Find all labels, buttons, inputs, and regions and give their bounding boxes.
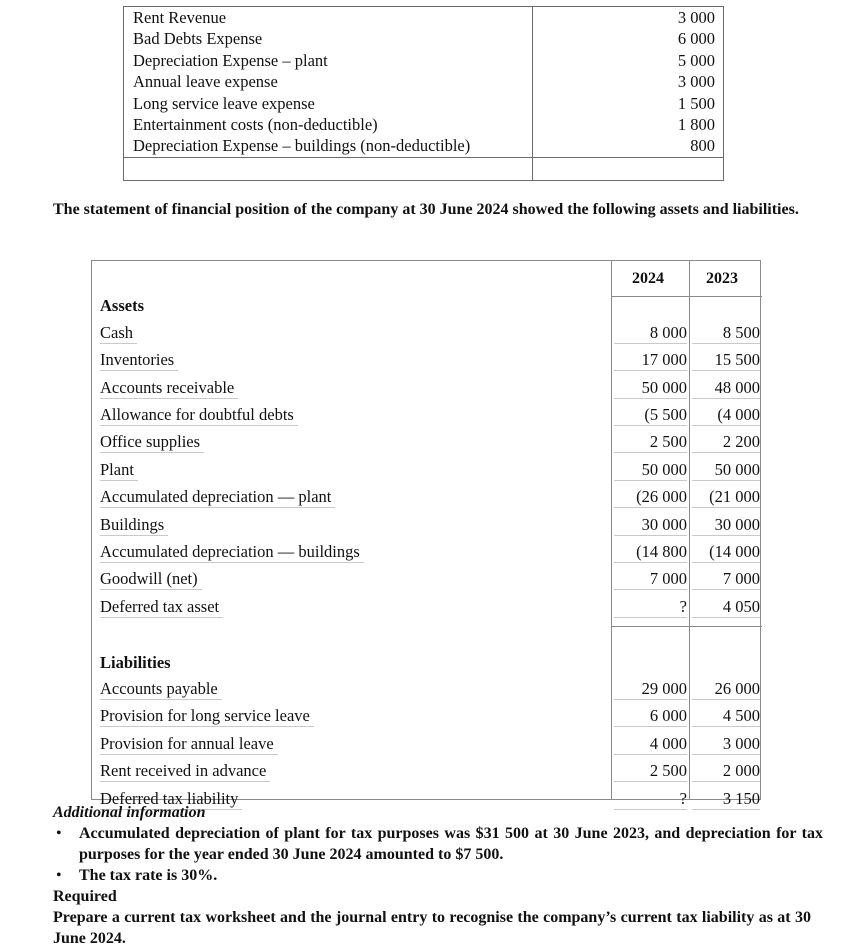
table-row: [92, 483, 762, 510]
table-row: [92, 729, 762, 756]
value-2023: (21 000: [692, 487, 760, 508]
value-2023: 26 000: [692, 679, 760, 700]
expense-values-cell: [533, 7, 724, 158]
expense-value: 1 500: [677, 93, 715, 113]
value-2024: 8 000: [614, 323, 687, 344]
table-row: [92, 455, 762, 482]
value-2024: (5 500: [614, 405, 687, 426]
table-row: [92, 565, 762, 592]
value-2024: 29 000: [614, 679, 687, 700]
value-2024: ?: [614, 789, 687, 810]
row-label: Accumulated depreciation — plant: [100, 487, 335, 508]
bullet-icon: •: [56, 867, 62, 884]
task-text: Prepare a current tax worksheet and the journal entry to recognise the company’s current tax liability as at 30 June 2024.: [53, 909, 811, 947]
row-label: Accounts receivable: [100, 378, 238, 399]
value-2024: 30 000: [614, 515, 687, 536]
value-2024: 7 000: [614, 569, 687, 590]
value-2024: 4 000: [614, 734, 687, 755]
value-2024: ?: [614, 597, 687, 618]
bullet-item: [53, 823, 823, 865]
expense-value: 6 000: [677, 29, 715, 49]
section-heading-row: [92, 291, 762, 318]
table-row: [92, 318, 762, 345]
row-label: Goodwill (net): [100, 569, 202, 590]
value-2023: 50 000: [692, 460, 760, 481]
blank-row: [92, 620, 762, 647]
expense-value: 5 000: [677, 50, 715, 70]
row-label: Accounts payable: [100, 679, 222, 700]
column-header-2024: 2024: [632, 270, 664, 287]
bullet-icon: •: [56, 825, 62, 842]
column-header-2023: 2023: [706, 270, 738, 287]
value-2024: 50 000: [614, 378, 687, 399]
row-label: Buildings: [100, 515, 168, 536]
row-label: Allowance for doubtful debts: [100, 405, 298, 426]
expense-label: Entertainment costs (non-deductible): [133, 114, 378, 134]
row-label: Inventories: [100, 350, 178, 371]
expense-label: Rent Revenue: [133, 8, 227, 27]
value-2023: (4 000: [692, 405, 760, 426]
required-label: Required: [53, 888, 117, 905]
table-row: [92, 510, 762, 537]
table-row: [92, 675, 762, 702]
empty-cell: [533, 157, 724, 180]
value-2023: 48 000: [692, 378, 760, 399]
additional-info-heading: Additional information: [53, 804, 206, 821]
table-row: [92, 702, 762, 729]
expense-value: 3 000: [677, 8, 715, 27]
value-2023: 2 200: [692, 432, 760, 453]
value-2024: 50 000: [614, 460, 687, 481]
table-row: [92, 373, 762, 400]
row-label: Office supplies: [100, 432, 204, 453]
value-2023: 15 500: [692, 350, 760, 371]
value-2024: 17 000: [614, 350, 687, 371]
row-label: Accumulated depreciation — buildings: [100, 542, 364, 563]
section-heading: Liabilities: [100, 652, 171, 672]
expense-label: Annual leave expense: [133, 72, 278, 92]
value-2023: 4 050: [692, 597, 760, 618]
expense-value: 1 800: [677, 114, 715, 134]
value-2024: 2 500: [614, 432, 687, 453]
value-2023: 8 500: [692, 323, 760, 344]
expense-table: [123, 6, 724, 181]
value-2024: (26 000: [614, 487, 687, 508]
value-2023: (14 000: [692, 542, 760, 563]
intro-paragraph: The statement of financial position of the company at 30 June 2024 showed the following assets and liabilities.: [53, 201, 799, 218]
table-row: [92, 346, 762, 373]
table-row: [92, 592, 762, 619]
value-2024: 6 000: [614, 706, 687, 727]
value-2023: 7 000: [692, 569, 760, 590]
bullet-text: Accumulated depreciation of plant for tax purposes was $31 500 at 30 June 2023, and depreciation for tax purposes for the year ended 30 June 2024 amounted to $7 500.: [79, 825, 823, 863]
value-2024: 2 500: [614, 761, 687, 782]
value-2023: 3 150: [692, 789, 760, 810]
value-2023: 30 000: [692, 515, 760, 536]
table-row: [92, 428, 762, 455]
row-label: Provision for annual leave: [100, 734, 278, 755]
balance-sheet-table: [91, 260, 761, 808]
value-2023: 4 500: [692, 706, 760, 727]
expense-label: Long service leave expense: [133, 93, 315, 113]
row-label: Plant: [100, 460, 138, 481]
value-2023: 2 000: [692, 761, 760, 782]
expense-label: Depreciation Expense – buildings (non-deductible): [133, 136, 471, 156]
additional-information: [53, 802, 823, 949]
empty-cell: [124, 157, 533, 180]
expense-label: Bad Debts Expense: [133, 29, 263, 49]
row-label: Provision for long service leave: [100, 706, 314, 727]
row-label: Deferred tax asset: [100, 597, 223, 618]
row-label: Rent received in advance: [100, 761, 270, 782]
section-heading: Assets: [100, 296, 144, 316]
expense-value: 800: [690, 136, 715, 156]
table-row: [92, 401, 762, 428]
bullet-text: The tax rate is 30%.: [79, 867, 218, 884]
value-2024: (14 800: [614, 542, 687, 563]
expense-label: Depreciation Expense – plant: [133, 50, 328, 70]
bullet-item: [53, 865, 823, 886]
value-2023: 3 000: [692, 734, 760, 755]
row-label: Deferred tax liability: [100, 789, 242, 810]
expense-value: 3 000: [677, 72, 715, 92]
table-row: [92, 757, 762, 784]
table-row: [92, 538, 762, 565]
expense-labels-cell: [124, 7, 533, 158]
section-heading-row: [92, 647, 762, 674]
row-label: Cash: [100, 323, 137, 344]
